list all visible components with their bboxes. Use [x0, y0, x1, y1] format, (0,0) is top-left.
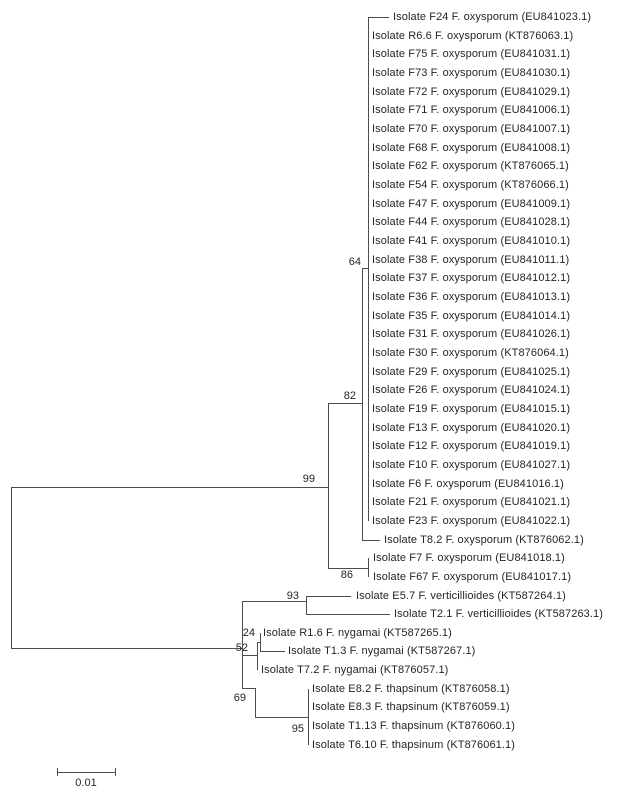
leaf-taxon-label: Isolate F44 F. oxysporum (EU841028.1) — [372, 215, 571, 228]
branch-segment — [255, 717, 308, 718]
branch-segment — [308, 689, 309, 745]
leaf-taxon-label: Isolate F62 F. oxysporum (KT876065.1) — [372, 159, 569, 172]
leaf-taxon-label: Isolate F31 F. oxysporum (EU841026.1) — [372, 327, 571, 340]
leaf-taxon-label: Isolate F71 F. oxysporum (EU841006.1) — [372, 103, 571, 116]
branch-segment — [257, 642, 258, 670]
leaf-taxon-label: Isolate F37 F. oxysporum (EU841012.1) — [372, 271, 571, 284]
leaf-taxon-label: Isolate F70 F. oxysporum (EU841007.1) — [372, 122, 571, 135]
leaf-taxon-label: Isolate F36 F. oxysporum (EU841013.1) — [372, 290, 571, 303]
leaf-taxon-label: Isolate F19 F. oxysporum (EU841015.1) — [372, 402, 571, 415]
leaf-taxon-label: Isolate R1.6 F. nygamai (KT587265.1) — [263, 626, 452, 639]
leaf-taxon-label: Isolate E8.3 F. thapsinum (KT876059.1) — [312, 700, 510, 713]
leaf-taxon-label: Isolate F23 F. oxysporum (EU841022.1) — [372, 514, 571, 527]
leaf-taxon-label: Isolate F35 F. oxysporum (EU841014.1) — [372, 309, 571, 322]
leaf-taxon-label: Isolate F13 F. oxysporum (EU841020.1) — [372, 421, 571, 434]
bootstrap-value: 24 — [242, 627, 255, 639]
bootstrap-value: 93 — [286, 590, 299, 602]
branch-segment — [362, 540, 380, 541]
leaf-taxon-label: Isolate T1.13 F. thapsinum (KT876060.1) — [312, 719, 516, 732]
leaf-taxon-label: Isolate F10 F. oxysporum (EU841027.1) — [372, 458, 571, 471]
leaf-taxon-label: Isolate F6 F. oxysporum (EU841016.1) — [372, 477, 564, 490]
leaf-taxon-label: Isolate T1.3 F. nygamai (KT587267.1) — [288, 644, 476, 657]
leaf-taxon-label: Isolate T6.10 F. thapsinum (KT876061.1) — [312, 738, 516, 751]
leaf-taxon-label: Isolate T2.1 F. verticillioides (KT587263.1) — [394, 607, 604, 620]
branch-segment — [306, 596, 307, 614]
branch-segment — [368, 558, 369, 577]
leaf-taxon-label: Isolate F12 F. oxysporum (EU841019.1) — [372, 439, 571, 452]
leaf-taxon-label: Isolate F47 F. oxysporum (EU841009.1) — [372, 197, 571, 210]
bootstrap-value: 86 — [340, 569, 353, 581]
bootstrap-value: 95 — [291, 723, 304, 735]
branch-segment — [306, 614, 390, 615]
bootstrap-value: 82 — [343, 390, 356, 402]
branch-segment — [368, 17, 369, 521]
leaf-taxon-label: Isolate F72 F. oxysporum (EU841029.1) — [372, 85, 571, 98]
bootstrap-value: 64 — [348, 256, 361, 268]
bootstrap-value: 99 — [302, 473, 315, 485]
branch-segment — [328, 403, 362, 404]
scale-bar-segment — [57, 772, 115, 773]
scale-bar-segment — [115, 768, 116, 776]
leaf-taxon-label: Isolate F38 F. oxysporum (EU841011.1) — [372, 253, 570, 266]
branch-segment — [242, 688, 255, 689]
leaf-taxon-label: Isolate T7.2 F. nygamai (KT876057.1) — [261, 663, 449, 676]
leaf-taxon-label: Isolate F29 F. oxysporum (EU841025.1) — [372, 365, 571, 378]
bootstrap-value: 52 — [235, 642, 248, 654]
scale-bar-segment — [57, 768, 58, 776]
branch-segment — [11, 487, 328, 488]
bootstrap-value: 69 — [233, 692, 246, 704]
branch-segment — [11, 487, 12, 648]
leaf-taxon-label: Isolate F21 F. oxysporum (EU841021.1) — [372, 495, 571, 508]
leaf-taxon-label: Isolate F75 F. oxysporum (EU841031.1) — [372, 47, 571, 60]
leaf-taxon-label: Isolate T8.2 F. oxysporum (KT876062.1) — [384, 533, 584, 546]
leaf-taxon-label: Isolate F41 F. oxysporum (EU841010.1) — [372, 234, 571, 247]
branch-segment — [368, 17, 389, 18]
branch-segment — [328, 403, 329, 568]
branch-segment — [362, 268, 363, 540]
leaf-taxon-label: Isolate F30 F. oxysporum (KT876064.1) — [372, 346, 569, 359]
branch-segment — [306, 596, 351, 597]
leaf-taxon-label: Isolate F24 F. oxysporum (EU841023.1) — [393, 10, 592, 23]
leaf-taxon-label: Isolate F7 F. oxysporum (EU841018.1) — [373, 551, 565, 564]
leaf-taxon-label: Isolate F26 F. oxysporum (EU841024.1) — [372, 383, 571, 396]
leaf-taxon-label: Isolate F67 F. oxysporum (EU841017.1) — [373, 570, 572, 583]
branch-segment — [255, 688, 256, 717]
leaf-taxon-label: Isolate E5.7 F. verticillioides (KT587264.1) — [356, 589, 566, 602]
leaf-taxon-label: Isolate F68 F. oxysporum (EU841008.1) — [372, 141, 571, 154]
branch-segment — [242, 655, 257, 656]
branch-segment — [260, 633, 261, 651]
scale-bar-label: 0.01 — [75, 777, 97, 789]
leaf-taxon-label: Isolate E8.2 F. thapsinum (KT876058.1) — [312, 682, 510, 695]
leaf-taxon-label: Isolate R6.6 F. oxysporum (KT876063.1) — [372, 29, 574, 42]
branch-segment — [11, 648, 242, 649]
leaf-taxon-label: Isolate F73 F. oxysporum (EU841030.1) — [372, 66, 571, 79]
leaf-taxon-label: Isolate F54 F. oxysporum (KT876066.1) — [372, 178, 569, 191]
branch-segment — [260, 651, 285, 652]
